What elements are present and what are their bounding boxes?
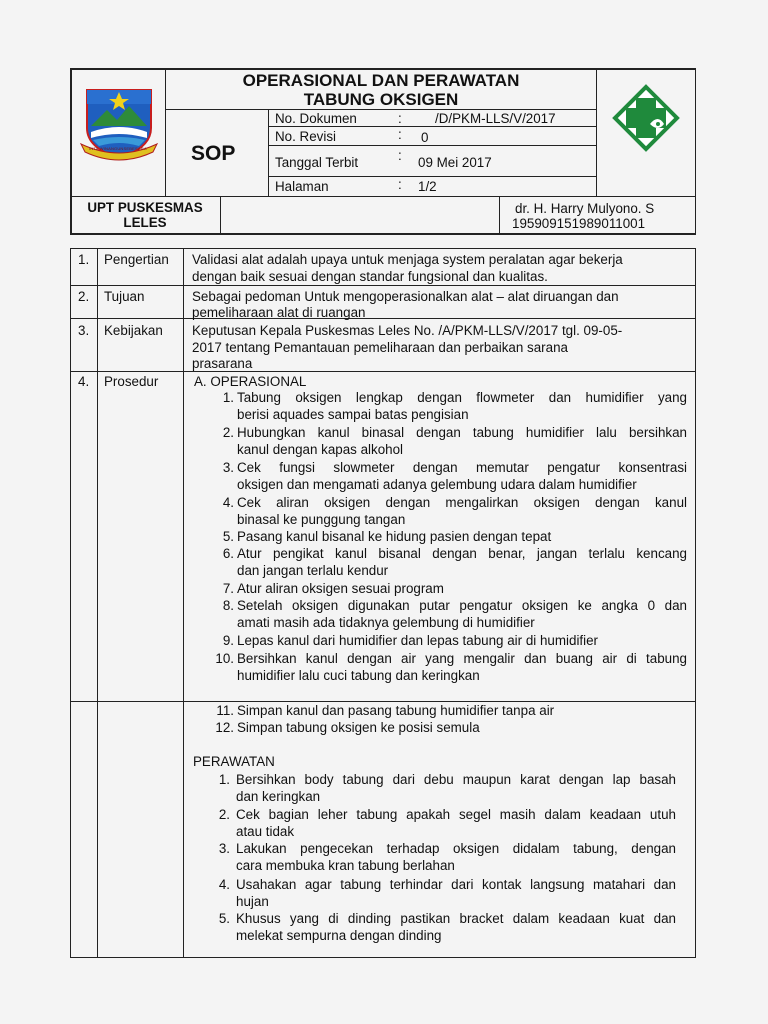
list-item-text-cont: berisi aquades sampai batas pengisian	[237, 407, 469, 422]
list-item-text: Lepas kanul dari humidifier dan lepas tabung air di humidifier	[237, 633, 599, 648]
field-colon-issue-date: :	[398, 148, 402, 163]
list-item-text: Bersihkan body tabung dari debu maupun karat dengan lap basah	[236, 772, 676, 787]
perawatan-heading: PERAWATAN	[193, 754, 275, 769]
list-item-text: Setelah oksigen digunakan putar pengatur oksigen ke angka 0 dan	[237, 598, 687, 613]
pengertian-line2: dengan baik sesuai dengan standar fungsional dan kualitas.	[192, 269, 548, 284]
document-title-line1: OPERASIONAL DAN PERAWATAN	[242, 71, 520, 90]
org-col-divider-2	[499, 196, 500, 234]
list-item-text-cont: cara membuka kran tabung berlahan	[236, 858, 455, 873]
signer-name: dr. H. Harry Mulyono. S	[515, 201, 655, 216]
field-label-doc-no: No. Dokumen	[275, 111, 357, 126]
list-item-number: 1.	[222, 390, 234, 405]
pengertian-line1: Validasi alat adalah upaya untuk menjaga system peralatan agar bekerja	[192, 252, 623, 267]
list-item-number: 6.	[222, 546, 234, 561]
table-num-col-border	[97, 248, 98, 958]
list-item-number: 8.	[222, 598, 234, 613]
list-item-text: Simpan tabung oksigen ke posisi semula	[237, 720, 480, 735]
org-name-line2: LELES	[123, 215, 167, 230]
list-item-text: Cek fungsi slowmeter dengan memutar pengatur konsentrasi	[237, 460, 687, 475]
table-label-col-border	[183, 248, 184, 958]
list-item-text: Usahakan agar tabung terhindar dari kontak langsung matahari dan	[236, 877, 676, 892]
list-item-text: Atur aliran oksigen sesuai program	[237, 581, 444, 596]
list-item-number: 2.	[218, 807, 230, 822]
row-number: 2.	[78, 289, 90, 304]
health-cross-icon	[612, 84, 680, 152]
list-item-text-cont: melekat sempurna dengan dinding	[236, 928, 442, 943]
org-col-divider-1	[220, 196, 221, 234]
list-item-number: 11.	[216, 703, 234, 718]
table-left-border	[70, 248, 71, 958]
field-value-issue-date: 09 Mei 2017	[418, 155, 492, 170]
row-divider-1	[70, 285, 696, 286]
list-item-number: 1.	[218, 772, 230, 787]
row-label-kebijakan: Kebijakan	[104, 323, 163, 338]
row-number: 3.	[78, 323, 90, 338]
kebijakan-line2: 2017 tentang Pemantauan pemeliharaan dan perbaikan sarana	[192, 340, 568, 355]
sop-col-divider	[268, 109, 269, 197]
header-divider-org	[70, 196, 696, 197]
list-item-text-cont: humidifier lalu cuci tabung dan keringkan	[237, 668, 480, 683]
field-value-doc-no: /D/PKM-LLS/V/2017	[435, 111, 556, 126]
tujuan-line1: Sebagai pedoman Untuk mengoperasionalkan alat – alat diruangan dan	[192, 289, 619, 304]
field-value-revision: 0	[421, 130, 429, 145]
list-item-number: 9.	[222, 633, 234, 648]
list-item-number: 3.	[218, 841, 230, 856]
list-item-text: Khusus yang di dinding pastikan bracket dalam keadaan kuat dan	[236, 911, 676, 926]
row-number: 4.	[78, 374, 90, 389]
kebijakan-line3: prasarana	[192, 356, 253, 371]
list-item-number: 12.	[215, 720, 234, 735]
row-label-prosedur: Prosedur	[104, 374, 159, 389]
field-label-page: Halaman	[275, 179, 329, 194]
list-item-number: 7.	[222, 581, 234, 596]
field-row-line-2	[268, 145, 597, 146]
crest-motto: INTA WINANGUNSEBESARA	[89, 146, 147, 151]
header-col-divider-2	[596, 68, 597, 197]
list-item-text-cont: hujan	[236, 894, 269, 909]
field-label-revision: No. Revisi	[275, 129, 337, 144]
table-bottom-border	[70, 957, 696, 958]
sop-label: SOP	[191, 142, 236, 165]
list-item-text: Cek aliran oksigen dengan mengalirkan oksigen dengan kanul	[237, 495, 687, 510]
list-item-number: 3.	[222, 460, 234, 475]
list-item-text: Lakukan pengecekan terhadap oksigen didalam tabung, dengan	[236, 841, 676, 856]
table-right-border	[695, 248, 696, 958]
list-item-number: 2.	[222, 425, 234, 440]
field-colon-doc-no: :	[398, 111, 402, 126]
header-right-border	[695, 68, 696, 234]
list-item-text: Tabung oksigen lengkap dengan flowmeter dan humidifier yang	[237, 390, 687, 405]
field-colon-page: :	[398, 177, 402, 192]
table-top-border	[70, 248, 696, 249]
list-item-text-cont: kanul dengan kapas alkohol	[237, 442, 404, 457]
list-item-number: 10.	[215, 651, 234, 666]
header-bottom-border	[70, 233, 696, 235]
list-item-text: Hubungkan kanul binasal dengan tabung humidifier lalu bersihkan	[237, 425, 687, 440]
kebijakan-line1: Keputusan Kepala Puskesmas Leles No. /A/PKM-LLS/V/2017 tgl. 09-05-	[192, 323, 623, 338]
list-item-text-cont: binasal ke punggung tangan	[237, 512, 406, 527]
field-label-issue-date: Tanggal Terbit	[275, 155, 359, 170]
row-label-tujuan: Tujuan	[104, 289, 145, 304]
document-title-line2: TABUNG OKSIGEN	[303, 90, 459, 109]
row-label-pengertian: Pengertian	[104, 252, 169, 267]
field-value-page: 1/2	[418, 179, 437, 194]
signer-id: 195909151989011001	[512, 216, 646, 231]
list-item-number: 5.	[222, 529, 234, 544]
list-item-text: Pasang kanul bisanal ke hidung pasien dengan tepat	[237, 529, 552, 544]
operasional-heading: A. OPERASIONAL	[194, 374, 307, 389]
list-item-text-cont: amati masih ada tidaknya gelembung di humidifier	[237, 615, 535, 630]
list-item-text: Cek bagian leher tabung apakah segel masih dalam keadaan utuh	[236, 807, 676, 822]
list-item-number: 5.	[218, 911, 230, 926]
list-item-text-cont: dan keringkan	[236, 789, 321, 804]
list-item-text-cont: dan jangan terlalu kendur	[237, 563, 389, 578]
field-row-line-3	[268, 176, 597, 177]
list-item-text: Bersihkan kanul dengan air yang mengalir dan buang air di tabung	[237, 651, 687, 666]
list-item-text-cont: atau tidak	[236, 824, 295, 839]
row-divider-2	[70, 318, 696, 319]
row-divider-3	[70, 371, 696, 372]
list-item-text-cont: oksigen dan mengamati adanya gelembung udara dalam humidifier	[237, 477, 637, 492]
list-item-text: Simpan kanul dan pasang tabung humidifier tanpa air	[237, 703, 555, 718]
list-item-number: 4.	[222, 495, 234, 510]
row-number: 1.	[78, 252, 90, 267]
list-item-number: 4.	[218, 877, 230, 892]
list-item-text: Atur pengikat kanul bisanal dengan benar, jangan terlalu kencang	[237, 546, 687, 561]
header-top-border	[70, 68, 696, 70]
tujuan-line2: pemeliharaan alat di ruangan	[192, 305, 366, 320]
org-name-line1: UPT PUSKESMAS	[87, 200, 203, 215]
field-colon-revision: :	[398, 127, 402, 142]
